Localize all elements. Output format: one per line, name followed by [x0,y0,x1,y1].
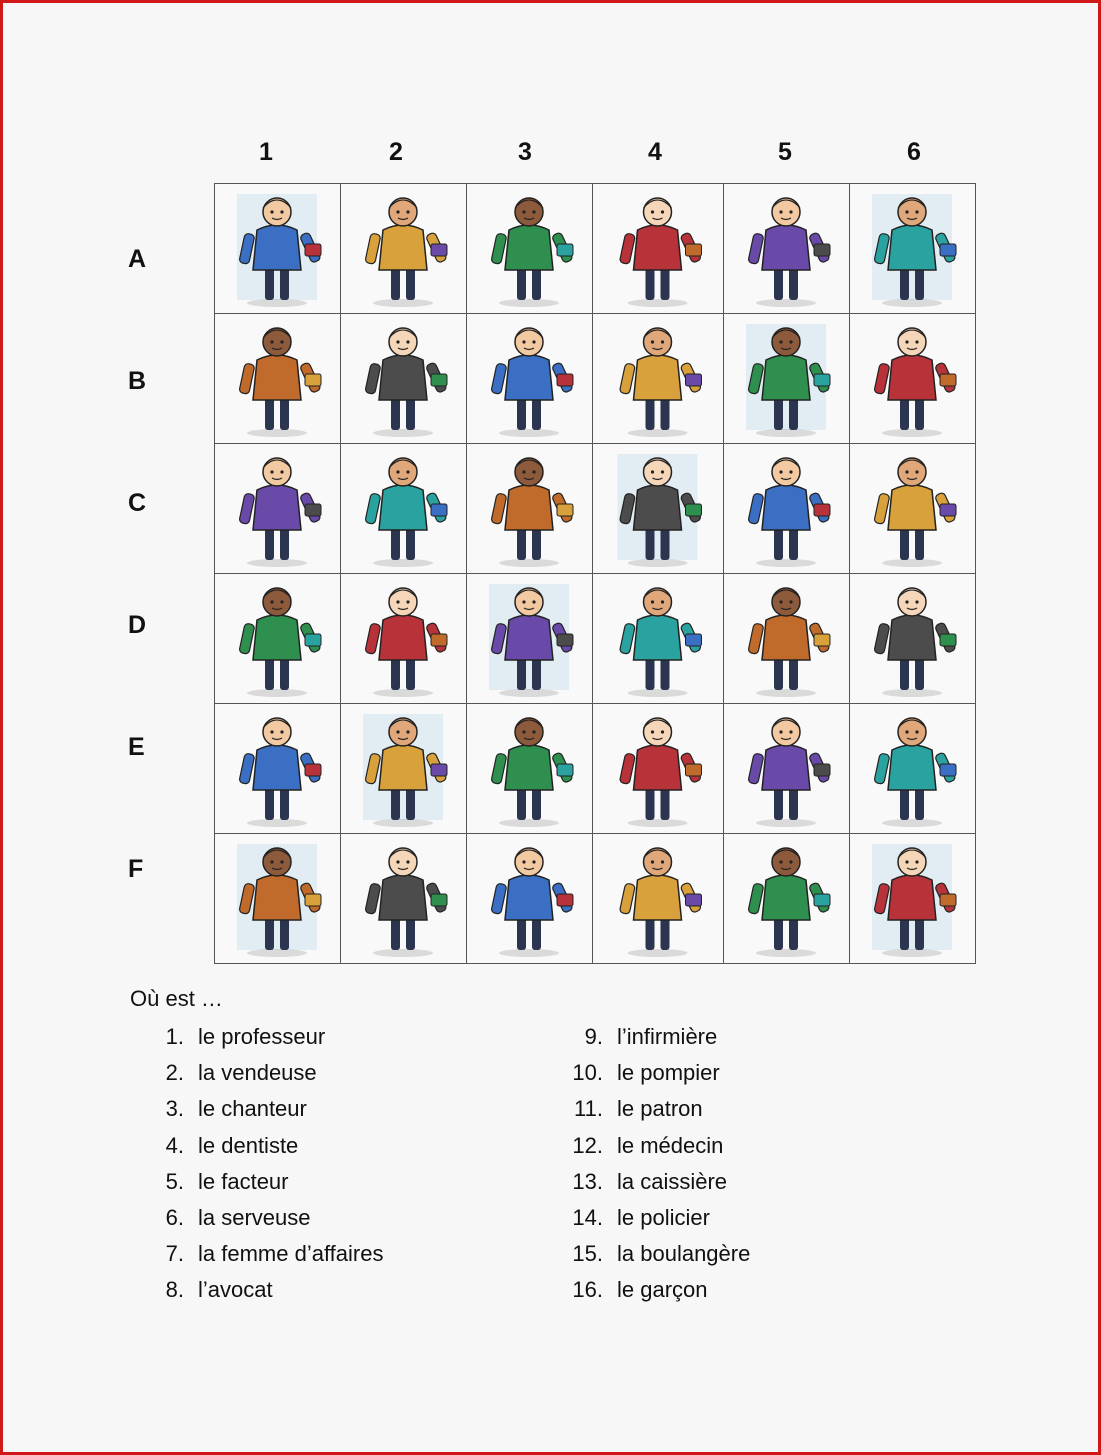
grid-cell [724,314,850,444]
vocab-item [153,1164,383,1200]
picture-grid [214,183,976,964]
item-text: le pompier [617,1060,720,1086]
vocab-item [153,1091,383,1127]
column-header-4: 4 [648,138,662,166]
item-text: le policier [617,1204,710,1230]
butcher-illustration [850,444,975,573]
grid-row [215,834,976,964]
item-number: 6. [165,1204,184,1230]
vocab-item [153,1236,383,1272]
vocab-item [153,1055,383,1091]
grid-cell [724,444,850,574]
vocab-item [153,1200,383,1236]
grid-cell [724,184,850,314]
vocab-item [563,1091,750,1127]
item-text: la boulangère [617,1241,751,1267]
row-header-f: F [128,855,144,883]
grid-cell [215,704,341,834]
pharmacist-illustration [215,444,340,573]
row-header-d: D [128,611,147,639]
electrician-illustration [215,574,340,703]
watchmaker-illustration [341,704,466,833]
grid-cell [467,314,593,444]
grid-row [215,314,976,444]
grid-cell [850,314,976,444]
column-header-1: 1 [259,138,273,166]
grid-row [215,704,976,834]
item-text: le patron [617,1096,703,1122]
row-header-b: B [128,367,147,395]
row-header-c: C [128,489,147,517]
item-number: 14. [572,1204,603,1230]
item-number: 1. [165,1024,184,1049]
plumber-illustration [467,314,592,443]
item-text: le dentiste [198,1132,299,1158]
architect-illustration [341,314,466,443]
column-header-6: 6 [907,138,921,166]
vocab-item [563,1200,750,1236]
grid-cell [724,574,850,704]
bank-teller-illustration [341,834,466,963]
item-number: 10. [572,1060,603,1086]
grid-cell [467,444,593,574]
vocab-item [153,1019,383,1055]
businesswoman-illustration [467,574,592,703]
grid-cell [850,834,976,964]
doctor-illustration [215,184,340,313]
grid-cell [467,184,593,314]
row-header-a: A [128,245,147,273]
grid-cell [215,834,341,964]
item-number: 8. [165,1277,184,1303]
grid-cell [215,574,341,704]
grid-row [215,184,976,314]
nurse-illustration [850,574,975,703]
grid-cell [850,704,976,834]
item-text: la femme d’affaires [198,1241,384,1267]
grid-cell [215,184,341,314]
salesperson-illustration [215,704,340,833]
vocab-item [153,1272,383,1308]
grid-cell [593,444,724,574]
grid-cell [341,184,467,314]
vocab-item [563,1055,750,1091]
grid-cell [593,834,724,964]
dentist-illustration [850,314,975,443]
painter-illustration [341,444,466,573]
item-number: 7. [165,1241,184,1267]
seamstress-illustration [593,704,723,833]
grid-cell [341,834,467,964]
item-number: 4. [165,1132,184,1158]
item-number: 9. [584,1024,603,1049]
firefighter-illustration [215,314,340,443]
grid-cell [467,834,593,964]
grid-cell [467,704,593,834]
item-number: 2. [165,1060,184,1086]
mailman-illustration [467,184,592,313]
item-text: le professeur [198,1024,326,1049]
vocab-list-left [153,1019,383,1309]
businessman-illustration [724,444,849,573]
grid-row [215,444,976,574]
student-illustration [850,704,975,833]
row-header-e: E [128,733,145,761]
baker-illustration [593,574,723,703]
item-text: le chanteur [198,1096,307,1122]
item-number: 5. [165,1168,184,1194]
judge-illustration [724,574,849,703]
grid-cell [215,314,341,444]
secretary-illustration [850,184,975,313]
grid-cell [593,704,724,834]
item-text: la serveuse [198,1204,311,1230]
actress-illustration [593,314,723,443]
vocab-list-right [563,1019,750,1309]
waiter-illustration [724,314,849,443]
grid-cell [341,314,467,444]
sculptor-illustration [593,834,723,963]
item-text: l’avocat [198,1277,273,1303]
item-text: l’infirmière [617,1024,718,1049]
speaker-in-room-illustration [724,184,849,313]
item-text: le garçon [617,1277,708,1303]
grid-cell [467,574,593,704]
item-text: la caissière [617,1168,728,1194]
grid-cell [850,574,976,704]
item-text: la vendeuse [198,1060,317,1086]
column-header-3: 3 [518,138,532,166]
grid-cell [850,444,976,574]
grid-cell [724,704,850,834]
singer-illustration [724,834,849,963]
policeman-illustration [215,834,340,963]
it-technician-illustration [341,574,466,703]
vocab-item [153,1128,383,1164]
boss-feet-on-desk-illustration [593,184,723,313]
waitress-illustration [467,834,592,963]
grid-cell [341,704,467,834]
vocab-item [563,1236,750,1272]
item-number: 3. [165,1096,184,1122]
item-text: le facteur [198,1168,289,1194]
item-text: le médecin [617,1132,724,1158]
item-number: 13. [572,1168,603,1194]
violinist-illustration [341,184,466,313]
vocab-item [563,1019,750,1055]
veterinarian-illustration [593,444,723,573]
grid-cell [850,184,976,314]
grid-cell [341,574,467,704]
cashier-illustration [467,444,592,573]
grid-cell [724,834,850,964]
item-number: 12. [572,1132,603,1158]
grid-cell [341,444,467,574]
grid-row [215,574,976,704]
vocab-item [563,1128,750,1164]
item-number: 11. [574,1096,603,1122]
runner-illustration [467,704,592,833]
item-number: 16. [572,1277,603,1303]
photographer-illustration [850,834,975,963]
question-prompt: Où est … [130,986,223,1011]
vocab-item [563,1164,750,1200]
grid-cell [593,184,724,314]
vocab-item [563,1272,750,1308]
grid-cell [593,314,724,444]
column-header-5: 5 [778,138,792,166]
item-number: 15. [572,1241,603,1267]
column-header-2: 2 [389,138,403,166]
grid-cell [593,574,724,704]
grid-cell [215,444,341,574]
mechanic-illustration [724,704,849,833]
